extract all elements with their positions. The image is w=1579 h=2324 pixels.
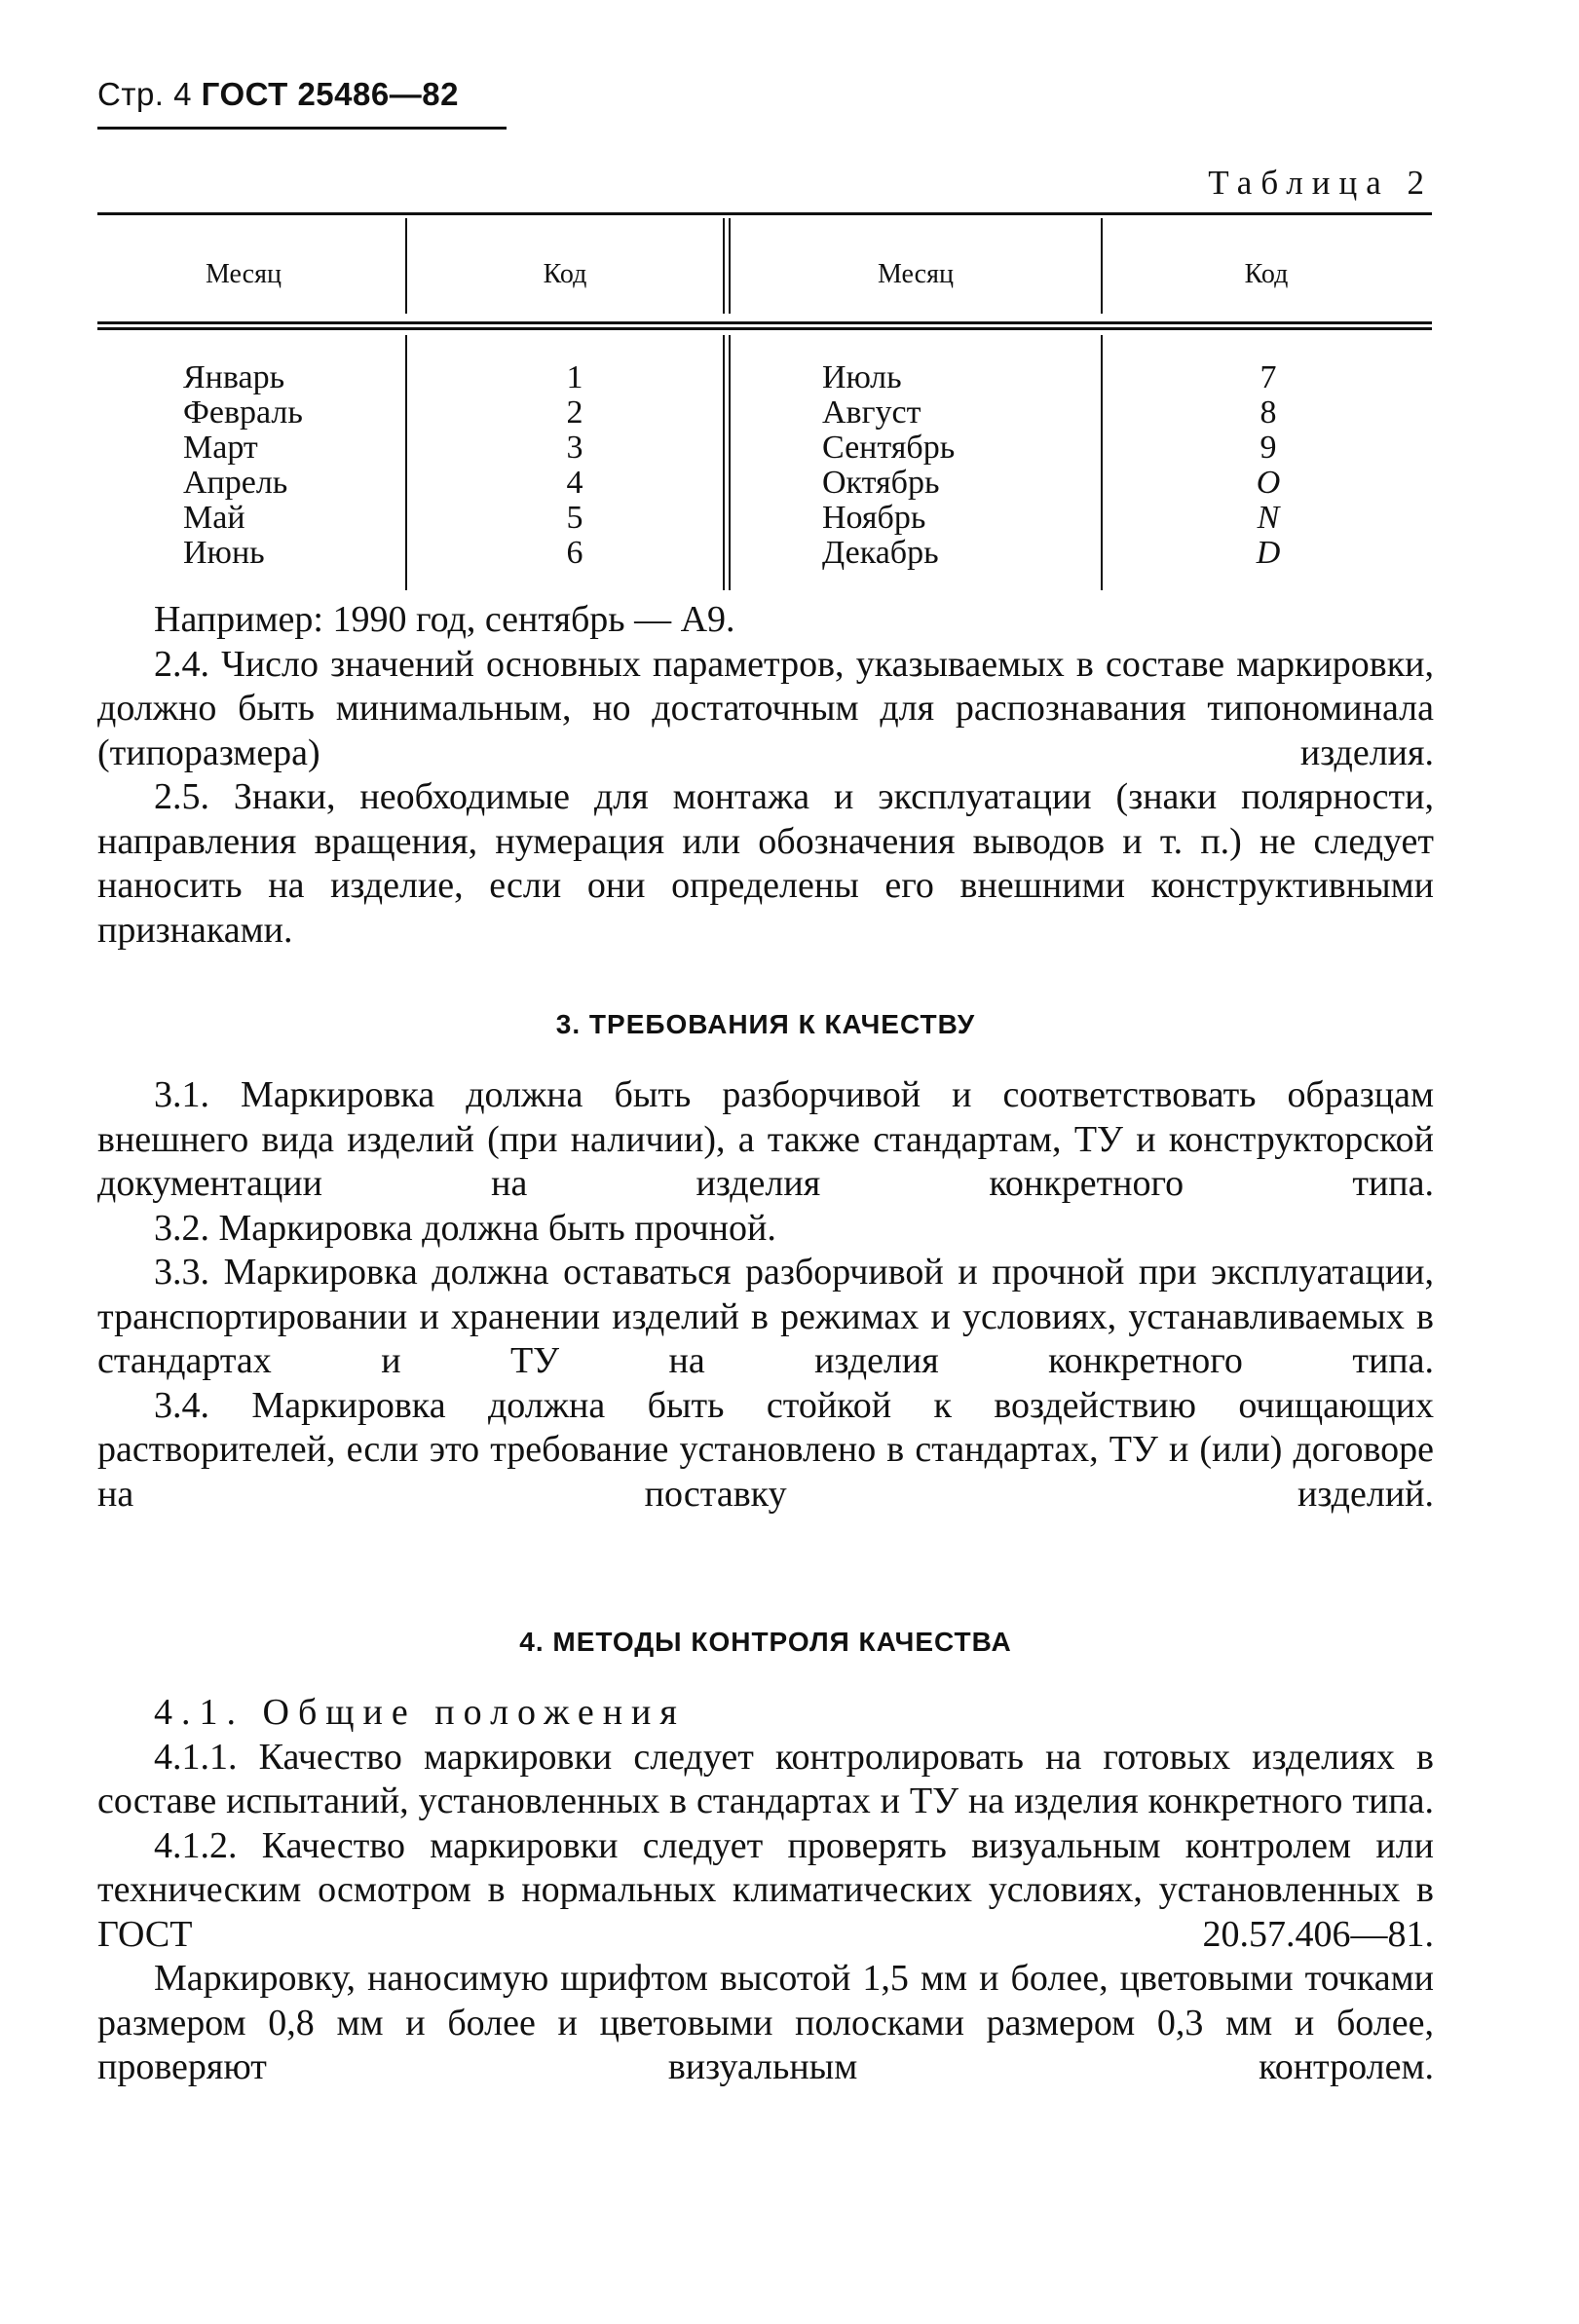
months-code-table bbox=[97, 212, 1432, 592]
month-cell: Июль bbox=[822, 359, 902, 395]
month-cell: Февраль bbox=[183, 394, 303, 431]
table-vrule bbox=[405, 335, 407, 590]
table-vrule bbox=[405, 218, 407, 314]
month-cell: Май bbox=[183, 500, 245, 536]
month-cell: Сентябрь bbox=[822, 430, 956, 466]
header-rule bbox=[97, 127, 507, 130]
code-cell: 6 bbox=[566, 535, 583, 571]
code-cell: 4 bbox=[566, 465, 583, 501]
page-label: Стр. 4 bbox=[97, 76, 192, 112]
code-cell: 9 bbox=[1259, 430, 1277, 466]
table-vrule bbox=[723, 335, 725, 590]
paragraph-3-2: 3.2. Маркировка должна быть прочной. bbox=[154, 1207, 776, 1249]
paragraph-2-5: 2.5. Знаки, необходимые для монтажа и эксплуатации (знаки полярности, направления вращения, нумерация или обозначения выводов и т. п.) не следует наносить на изделие, если они определены его внешними конструктивными признаками. bbox=[97, 776, 1434, 951]
month-cell: Январь bbox=[183, 359, 285, 395]
code-cell: O bbox=[1256, 465, 1281, 501]
example-line: Например: 1990 год, сентябрь — А9. bbox=[154, 599, 735, 640]
table-vrule bbox=[1101, 218, 1103, 314]
paragraph-3-3: 3.3. Маркировка должна оставаться разборчивой и прочной при эксплуатации, транспортировании и хранении изделий в режимах и условиях, устанавливаемых в стандартах и ТУ на изделия конкретного типа. bbox=[97, 1252, 1434, 1381]
body-block-3 bbox=[97, 1691, 1434, 2090]
table-vrule bbox=[723, 218, 725, 314]
table-vrule bbox=[1101, 335, 1103, 590]
body-block-1 bbox=[97, 598, 1434, 953]
paragraph-3-4: 3.4. Маркировка должна быть стойкой к воздействию очищающих растворителей, если это требование установлено в стандартах, ТУ и (или) договоре на поставку изделий. bbox=[97, 1384, 1434, 1515]
left-months-column bbox=[183, 360, 303, 571]
code-cell: 3 bbox=[566, 430, 583, 466]
table-header-rule-1 bbox=[97, 321, 1432, 324]
table-vrule bbox=[729, 335, 731, 590]
code-cell: 5 bbox=[566, 500, 583, 536]
paragraph-4-1-1: 4.1.1. Качество маркировки следует контролировать на готовых изделиях в составе испытаний, установленных в стандартах и ТУ на изделия конкретного типа. bbox=[97, 1736, 1434, 1821]
left-codes-column bbox=[545, 360, 604, 571]
month-cell: Октябрь bbox=[822, 465, 940, 501]
subsection-4-1-title: 4.1. Общие положения bbox=[154, 1692, 686, 1733]
page-header bbox=[97, 76, 459, 113]
header-code-right: Код bbox=[1244, 259, 1289, 289]
header-month-left: Месяц bbox=[206, 259, 282, 289]
right-months-column bbox=[822, 360, 955, 571]
code-cell: 7 bbox=[1259, 359, 1277, 395]
month-cell: Декабрь bbox=[822, 535, 939, 571]
standard-number: ГОСТ 25486—82 bbox=[201, 76, 459, 112]
header-code-left: Код bbox=[543, 259, 587, 289]
table-top-rule bbox=[97, 212, 1432, 215]
month-cell: Апрель bbox=[183, 465, 288, 501]
paragraph-final: Маркировку, наносимую шрифтом высотой 1,5 мм и более, цветовыми точками размером 0,8 мм и более и цветовыми полосками размером 0,3 мм и более, проверяют визуальным контролем. bbox=[97, 1958, 1434, 2087]
code-cell: N bbox=[1257, 500, 1280, 536]
body-block-2 bbox=[97, 1073, 1434, 1517]
section-4-title: 4. МЕТОДЫ КОНТРОЛЯ КАЧЕСТВА bbox=[519, 1627, 1012, 1657]
month-cell: Март bbox=[183, 430, 258, 466]
paragraph-3-1: 3.1. Маркировка должна быть разборчивой и соответствовать образцам внешнего вида изделий (при наличии), а также стандартам, ТУ и конструкторской документации на изделия конкретного типа. bbox=[97, 1074, 1434, 1204]
code-cell: D bbox=[1256, 535, 1281, 571]
section-3-title: 3. ТРЕБОВАНИЯ К КАЧЕСТВУ bbox=[555, 1009, 976, 1039]
table-caption: Таблица 2 bbox=[1208, 164, 1433, 202]
month-cell: Ноябрь bbox=[822, 500, 926, 536]
code-cell: 8 bbox=[1259, 394, 1277, 431]
paragraph-4-1-2: 4.1.2. Качество маркировки следует проверять визуальным контролем или техническим осмотром в нормальных климатических условиях, установленных в ГОСТ 20.57.406—81. bbox=[97, 1824, 1434, 1955]
paragraph-2-4: 2.4. Число значений основных параметров, указываемых в составе маркировки, должно быть минимальным, но достаточным для распознавания типономинала (типоразмера) изделия. bbox=[97, 643, 1434, 773]
code-cell: 2 bbox=[566, 394, 583, 431]
table-header-rule-2 bbox=[97, 327, 1432, 330]
table-vrule bbox=[729, 218, 731, 314]
code-cell: 1 bbox=[566, 359, 583, 395]
month-cell: Август bbox=[822, 394, 921, 431]
month-cell: Июнь bbox=[183, 535, 265, 571]
header-month-right: Месяц bbox=[878, 259, 954, 289]
right-codes-column bbox=[1239, 360, 1297, 571]
